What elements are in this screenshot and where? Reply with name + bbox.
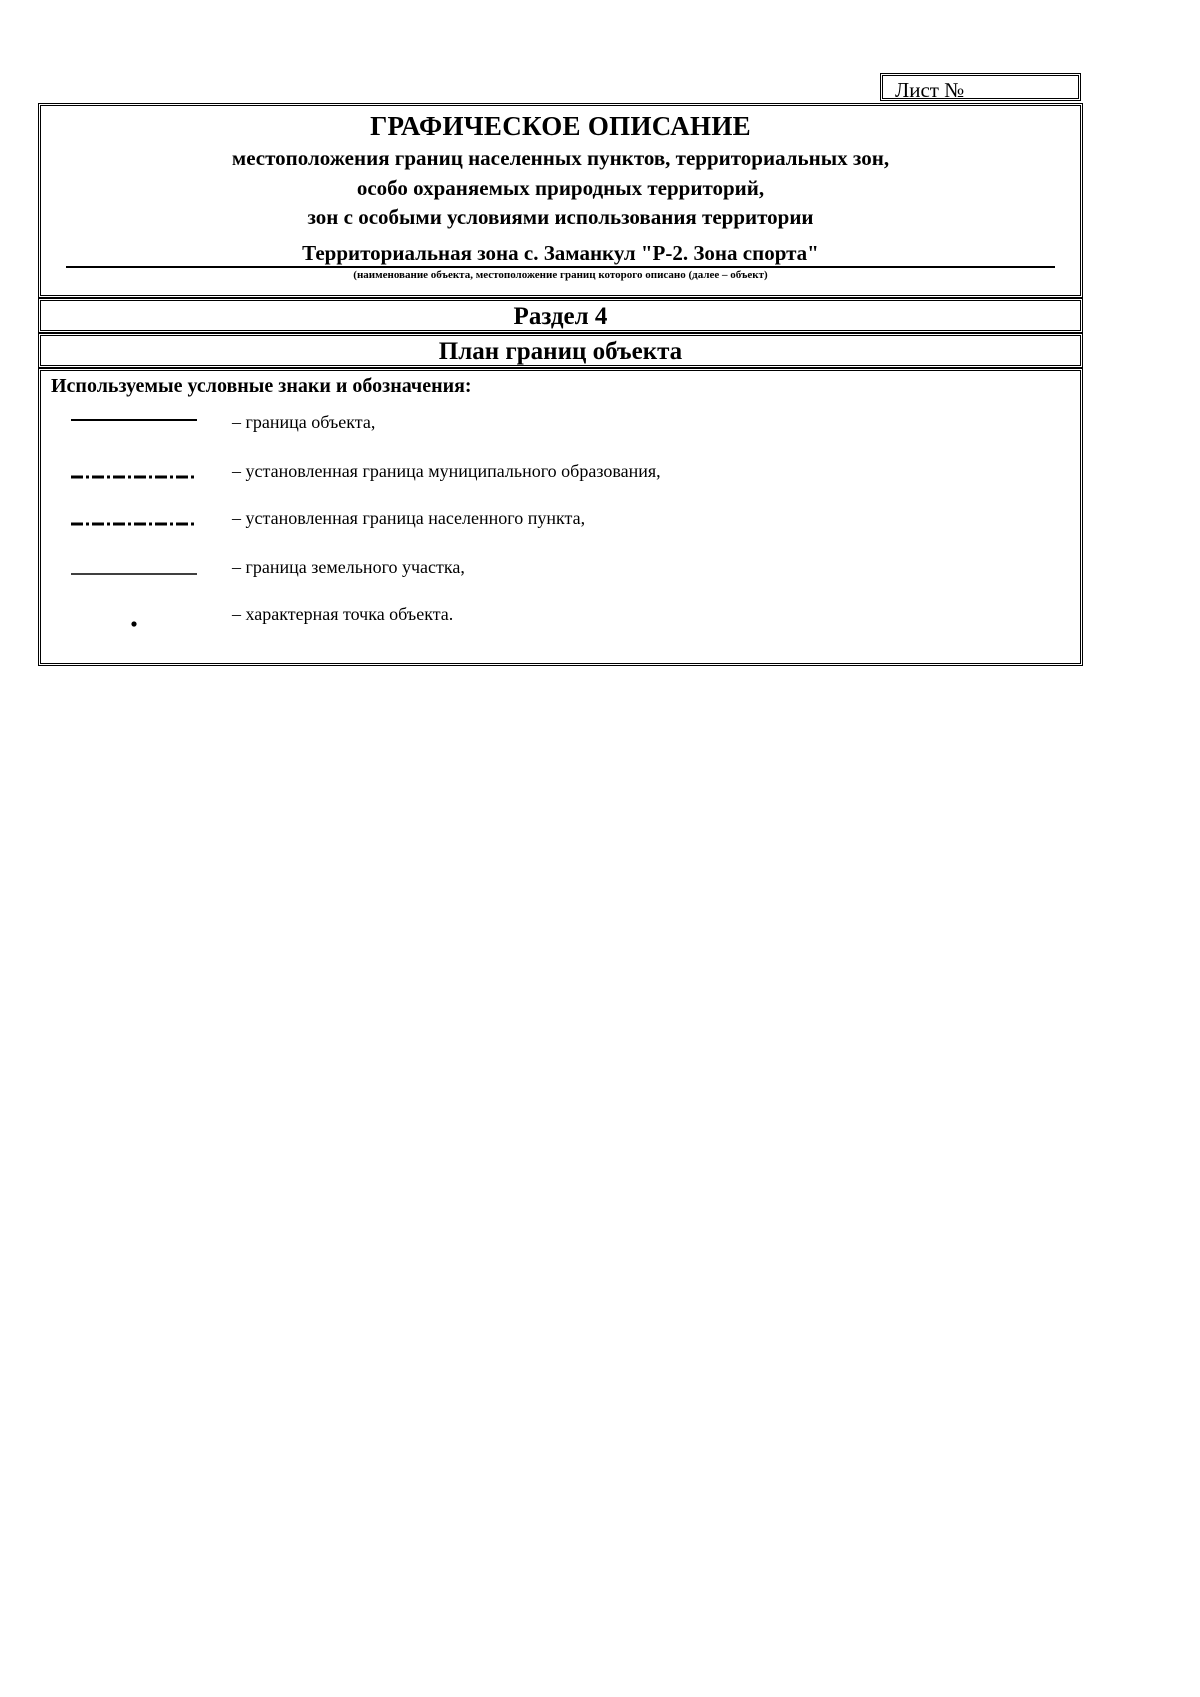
legend-item-label: – установленная граница населенного пункта,	[232, 508, 586, 528]
legend-item-label: – характерная точка объекта.	[232, 604, 454, 624]
subtitle-line-2: особо охраняемых природных территорий,	[356, 176, 765, 200]
object-caption: (наименование объекта, местоположение границ которого описано (далее – объект)	[353, 269, 768, 281]
plan-label: План границ объекта	[438, 338, 683, 365]
sheet-number-label: Лист №	[895, 78, 965, 102]
sheet-number-box	[880, 73, 1081, 101]
thin-line-symbol	[69, 553, 199, 583]
plan-row	[38, 333, 1083, 368]
legend-panel	[38, 368, 1083, 666]
solid-line-symbol	[69, 408, 199, 438]
subtitle-line-1: местоположения границ населенных пунктов, территориальных зон,	[231, 146, 890, 170]
dash-dot-line-symbol	[69, 504, 199, 534]
object-name-underline	[66, 266, 1055, 268]
section-row	[38, 298, 1083, 333]
object-name: Территориальная зона с. Заманкул "Р-2. Зона спорта"	[302, 241, 819, 265]
section-label: Раздел 4	[513, 303, 608, 330]
point-symbol	[69, 600, 199, 630]
legend-item-label: – установленная граница муниципального образования,	[232, 461, 661, 481]
dash-dot-line-symbol	[69, 457, 199, 487]
document-title: ГРАФИЧЕСКОЕ ОПИСАНИЕ	[370, 111, 751, 141]
legend-item-label: – граница земельного участка,	[232, 557, 465, 577]
document-header	[38, 103, 1083, 298]
legend-item-label: – граница объекта,	[232, 412, 376, 432]
legend-title: Используемые условные знаки и обозначения:	[51, 375, 472, 397]
subtitle-line-3: зон с особыми условиями использования территории	[307, 205, 814, 229]
